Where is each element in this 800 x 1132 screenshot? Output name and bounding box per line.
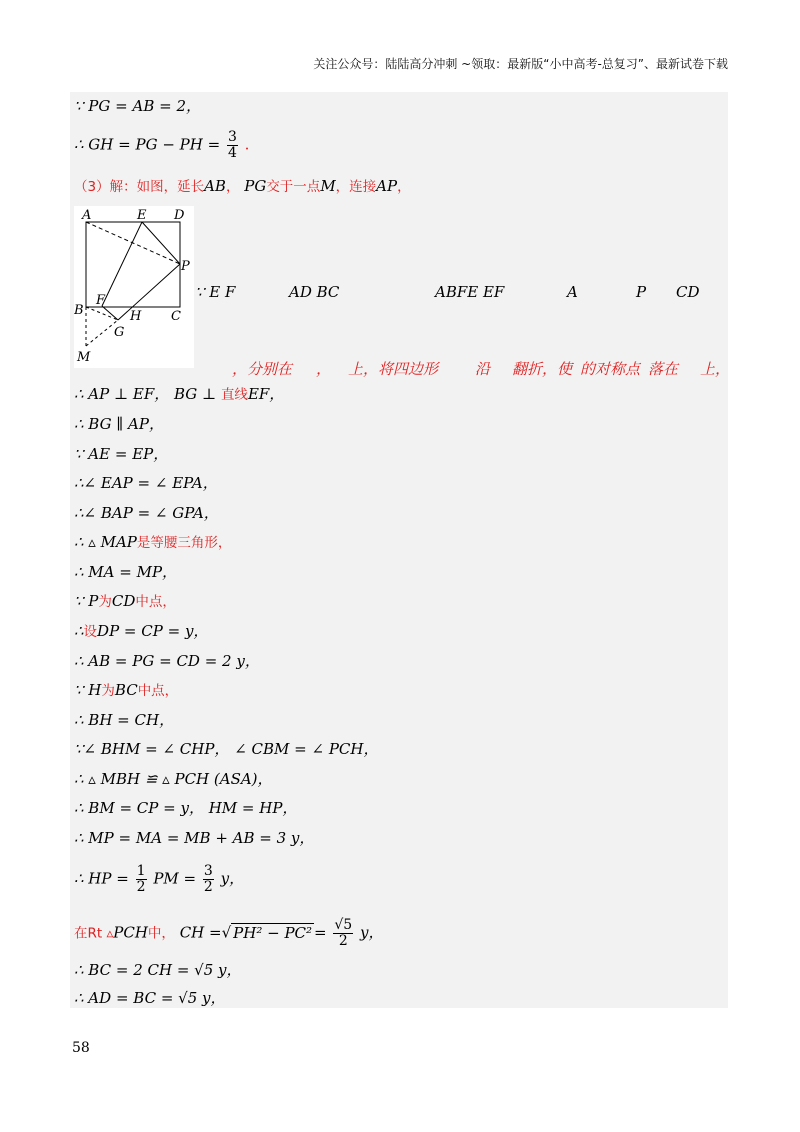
line-16: ∴ BH = CH，	[74, 711, 175, 729]
label-d: D	[174, 208, 185, 223]
text-let: 设	[83, 624, 98, 640]
geometry-figure	[74, 206, 194, 368]
math-h: ∵ H	[74, 681, 102, 699]
line-2-text: ∴ GH = PG − PH =	[74, 135, 221, 154]
text-connect: ，连接	[335, 179, 377, 195]
text-isosceles: 是等腰三角形，	[136, 535, 232, 551]
line-21-mid: PM =	[153, 869, 197, 888]
math-pg: PG	[244, 177, 267, 195]
text-intersect: 交于一点	[266, 179, 321, 195]
line-8: ∴∠ EAP = ∠ EPA，	[74, 474, 218, 492]
line-2	[74, 130, 249, 161]
line-6: ∴ BG ∥ AP，	[74, 415, 164, 433]
label-b: B	[74, 303, 84, 318]
fraction	[203, 864, 214, 895]
line-18: ∴ ▵ MBH ≌ ▵ PCH (ASA)，	[74, 770, 273, 788]
line-13	[74, 621, 208, 642]
math-cd: CD	[111, 592, 136, 610]
line-5-text: ∴ AP ⊥ EF， BG ⊥	[74, 385, 221, 403]
math-ch: CH =	[179, 923, 222, 942]
line-21-start: ∴ HP =	[74, 869, 129, 888]
label-c: C	[171, 309, 181, 324]
comma: ，	[397, 179, 411, 195]
part3-intro: （3）解：如图，延长	[74, 179, 205, 195]
numerator: 1	[136, 863, 146, 879]
text-fall-on: 落在	[648, 360, 679, 378]
line-14: ∴ AB = PG = CD = 2 y，	[74, 652, 260, 670]
label-e: E	[137, 208, 147, 223]
line-15	[74, 680, 178, 701]
label-p: P	[181, 259, 190, 274]
math-a: A	[567, 283, 578, 301]
denominator: 4	[227, 145, 237, 161]
geometry-diagram	[74, 206, 194, 368]
line-19: ∴ BM = CP = y， HM = HP，	[74, 799, 298, 817]
segment-bg	[86, 307, 118, 320]
numerator: 3	[227, 129, 237, 145]
segment-ap	[86, 222, 180, 264]
line-20: ∴ MP = MA = MB + AB = 3 y，	[74, 829, 315, 847]
denominator: 2	[136, 879, 146, 895]
math-p: P	[636, 283, 647, 301]
text-on: 上，	[700, 360, 731, 378]
line-7: ∵ AE = EP，	[74, 445, 169, 463]
math-pch: PCH	[113, 923, 148, 942]
text-in: 中，	[147, 925, 175, 942]
math-m: M	[320, 177, 336, 195]
label-a: A	[82, 208, 92, 223]
segment-ep	[142, 222, 180, 264]
math-p: ∵ P	[74, 592, 99, 610]
line-21-end: y，	[220, 869, 245, 888]
line-5	[74, 384, 284, 405]
text-along: 沿	[475, 360, 491, 378]
text-is: 为	[101, 683, 115, 699]
fraction	[136, 864, 147, 895]
text-respectively-on: 分别在	[247, 360, 293, 378]
line-24: ∴ AD = BC = √5 y，	[74, 989, 226, 1007]
denominator: 2	[203, 879, 213, 895]
line-10-text: ∴ ▵ MAP	[74, 533, 137, 551]
text-in-rt: 在Rt ▵	[74, 925, 114, 942]
text-comma: ，	[316, 360, 332, 378]
label-h: H	[130, 309, 142, 324]
math-ab: AB	[204, 177, 226, 195]
line-9: ∴∠ BAP = ∠ GPA，	[74, 504, 219, 522]
line-17: ∵∠ BHM = ∠ CHP， ∠ CBM = ∠ PCH，	[74, 740, 379, 758]
label-f: F	[96, 293, 106, 308]
line-10	[74, 532, 231, 553]
therefore: ∴	[74, 622, 84, 640]
line-22-end: y，	[360, 923, 384, 942]
text-comma: ，	[232, 360, 248, 378]
line-11: ∴ MA = MP，	[74, 563, 178, 581]
line-23: ∴ BC = 2 CH = √5 y，	[74, 961, 242, 979]
numerator: √5	[334, 917, 353, 933]
line-12	[74, 591, 176, 612]
segment-gf	[102, 306, 118, 320]
line-5-end: EF，	[247, 385, 285, 403]
line-2-end: .	[244, 135, 250, 154]
sqrt-expression: PH² − PC²	[233, 923, 313, 942]
math-bc: BC	[114, 681, 138, 699]
fraction	[333, 918, 353, 949]
math-cd: CD	[676, 283, 700, 301]
text-is: 为	[98, 594, 112, 610]
comma: ，	[225, 179, 240, 195]
equals: =	[314, 923, 327, 942]
page-header: 关注公众号：陆陆高分冲刺 ~领取：最新版“小中高考-总复习”、最新试卷下载	[313, 57, 728, 71]
line-3	[74, 176, 411, 197]
line-13-text: DP = CP = y，	[97, 622, 209, 640]
text-symmetric-point: 的对称点	[580, 360, 641, 378]
numerator: 3	[203, 863, 213, 879]
segment-ef	[102, 222, 142, 306]
page-number: 58	[72, 1040, 90, 1056]
text-line: 直线	[220, 387, 248, 403]
label-m: M	[77, 350, 91, 365]
fraction	[227, 130, 238, 161]
denominator: 2	[338, 933, 348, 949]
line-22: 在Rt ▵PCH中， CH =√ PH² − PC² = $\frac{√5}{2}$ y，	[74, 917, 384, 949]
line-21	[74, 864, 244, 895]
text-fold: 翻折，使	[512, 360, 573, 378]
label-g: G	[114, 325, 125, 340]
text-midpoint: 中点，	[135, 594, 176, 610]
line-1: ∵ PG = AB = 2，	[74, 97, 201, 115]
math-abfe-ef: ABFE EF	[435, 283, 505, 301]
math-ef: ∵ E F	[195, 283, 236, 301]
text-fold-quad: 上，将四边形	[348, 360, 439, 378]
math-ap: AP	[376, 177, 398, 195]
math-ad-bc: AD BC	[289, 283, 340, 301]
text-midpoint: 中点，	[137, 683, 179, 699]
